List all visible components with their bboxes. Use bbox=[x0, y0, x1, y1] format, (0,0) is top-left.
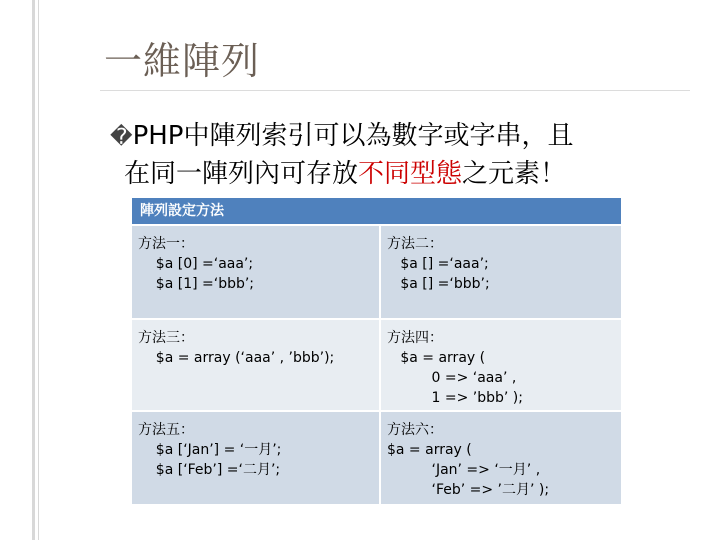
bullet-line-2 bbox=[110, 156, 700, 192]
table-cell-method-5 bbox=[132, 412, 379, 504]
table-cell-method-3 bbox=[132, 320, 379, 410]
bullet-marker-icon: � bbox=[110, 125, 133, 150]
cell-code-line: $a = array ( bbox=[387, 442, 472, 458]
cell-code-line: $a [‘Feb’] =‘二月’; bbox=[138, 462, 281, 478]
cell-code-line: 1 => ’bbb’ ); bbox=[387, 390, 523, 406]
table-header: 陣列設定方法 bbox=[132, 198, 621, 224]
bullet-line-2-suffix: 之元素！ bbox=[462, 159, 567, 189]
table-cell-method-1 bbox=[132, 226, 379, 318]
cell-code-line: $a = array ( bbox=[387, 350, 486, 366]
cell-title: 方法六： bbox=[387, 422, 443, 438]
cell-title: 方法二： bbox=[387, 236, 443, 252]
slide-title: 一維陣列 bbox=[104, 39, 261, 83]
cell-code-line: $a [1] =‘bbb’; bbox=[138, 276, 255, 292]
cell-code-line: ‘Jan’ => ‘一月’ , bbox=[387, 462, 541, 478]
bullet-line-2-highlight: 不同型態 bbox=[358, 159, 463, 189]
cell-code-line: $a [] =‘bbb’; bbox=[387, 276, 490, 292]
left-decorative-rule-thin bbox=[38, 0, 39, 540]
table-cell-method-2 bbox=[381, 226, 621, 318]
cell-code-line: $a [‘Jan’] = ‘一月’; bbox=[138, 442, 282, 458]
left-decorative-rule bbox=[32, 0, 35, 540]
table-cell-method-6 bbox=[381, 412, 621, 504]
cell-code-line: $a [0] =‘aaa’; bbox=[138, 256, 254, 272]
table-cell-method-4 bbox=[381, 320, 621, 410]
bullet-line-2-prefix: 在同一陣列內可存放 bbox=[124, 159, 359, 189]
cell-title: 方法五： bbox=[138, 422, 194, 438]
cell-code-line: ‘Feb’ => ’二月’ ); bbox=[387, 482, 550, 498]
cell-title: 方法一： bbox=[138, 236, 194, 252]
bullet-line-1: PHP中陣列索引可以為數字或字串，且 bbox=[132, 121, 574, 151]
cell-code-line: 0 => ‘aaa’ , bbox=[387, 370, 517, 386]
cell-code-line: $a = array (‘aaa’ , ’bbb’); bbox=[138, 350, 335, 366]
cell-title: 方法三： bbox=[138, 330, 194, 346]
cell-title: 方法四： bbox=[387, 330, 443, 346]
title-divider bbox=[100, 90, 690, 91]
cell-code-line: $a [] =‘aaa’; bbox=[387, 256, 489, 272]
bullet-paragraph bbox=[110, 118, 700, 192]
